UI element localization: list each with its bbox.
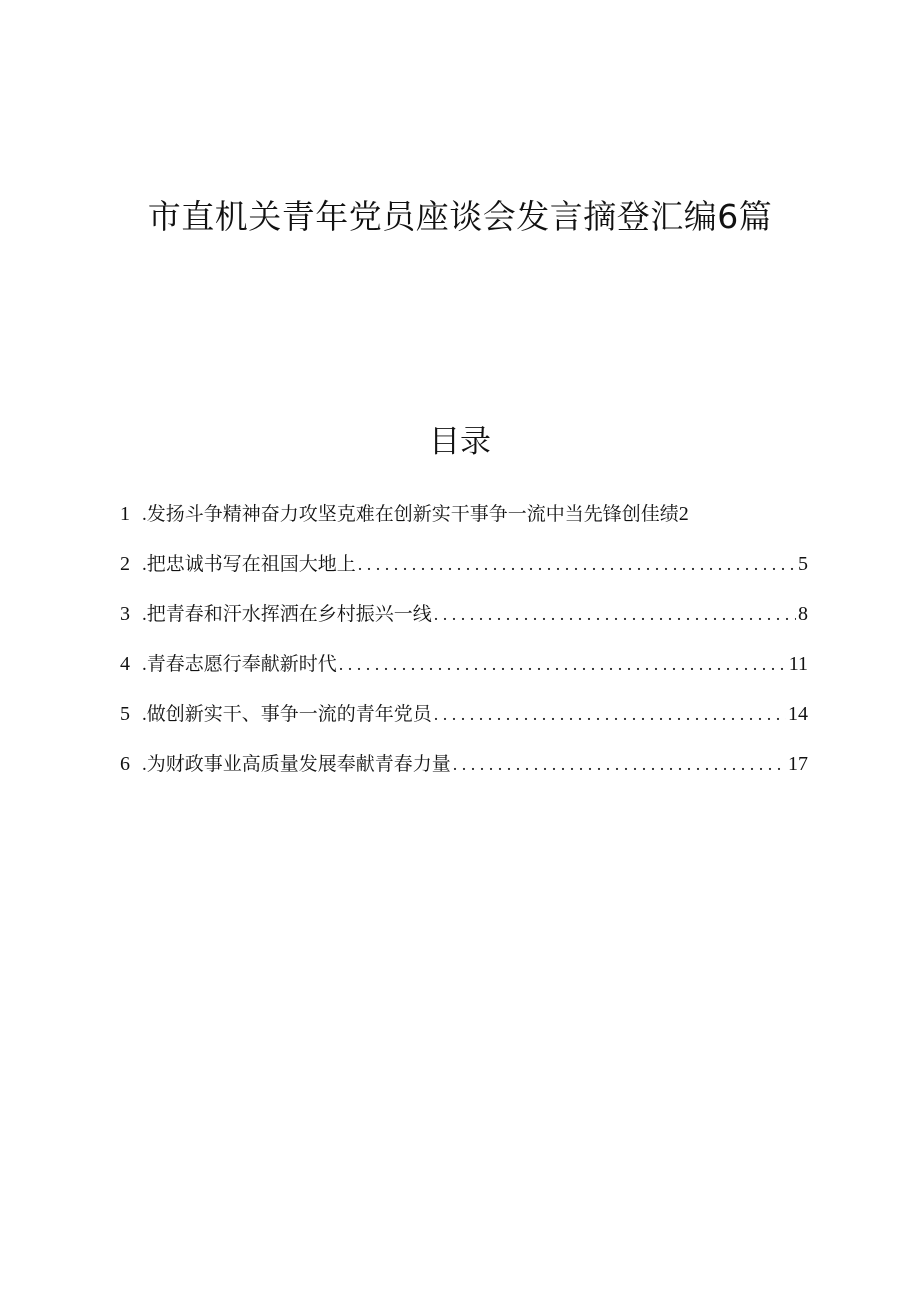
document-title: 市直机关青年党员座谈会发言摘登汇编6篇 [147,197,773,236]
toc-leader-dots [432,696,786,732]
toc-entry[interactable] [120,696,808,746]
toc-entry-number: 1 [120,503,130,525]
toc-entry[interactable] [120,546,808,596]
toc-entry-page: 5 [798,553,808,575]
toc-entry-page: 14 [788,703,808,725]
toc-entry-number: 5 [120,703,130,725]
toc-leader-dots [337,646,787,682]
toc-entry-number: 4 [120,653,130,675]
toc-leader-dots [451,746,786,782]
toc-entry-title: . 做创新实干、事争一流的青年党员 [142,696,432,733]
toc-entry-title: . 青春志愿行奉献新时代 [142,646,337,683]
toc-entry[interactable] [120,496,808,546]
toc-entry-title: . 把忠诚书写在祖国大地上 [142,546,356,583]
toc-entry-page: 2 [678,503,689,525]
toc-entry-page: 17 [788,753,808,775]
toc-entry-title: . 为财政事业高质量发展奉献青春力量 [142,746,451,783]
toc-entry-number: 3 [120,603,130,625]
toc-entry[interactable] [120,746,808,796]
toc-entry-number: 2 [120,553,130,575]
toc-entry-title: . 把青春和汗水挥洒在乡村振兴一线 [142,596,432,633]
toc-entry[interactable] [120,646,808,696]
toc-entry-page: 11 [788,653,808,675]
toc-heading: 目录 [429,424,491,460]
toc-entry-number: 6 [120,753,130,775]
table-of-contents [120,496,808,796]
toc-entry-title: . 发扬斗争精神奋力攻坚克难在创新实干事争一流中当先锋创佳绩 [142,496,679,533]
toc-leader-dots [432,596,796,632]
toc-leader-dots [356,546,796,582]
toc-entry[interactable] [120,596,808,646]
toc-entry-page: 8 [798,603,808,625]
